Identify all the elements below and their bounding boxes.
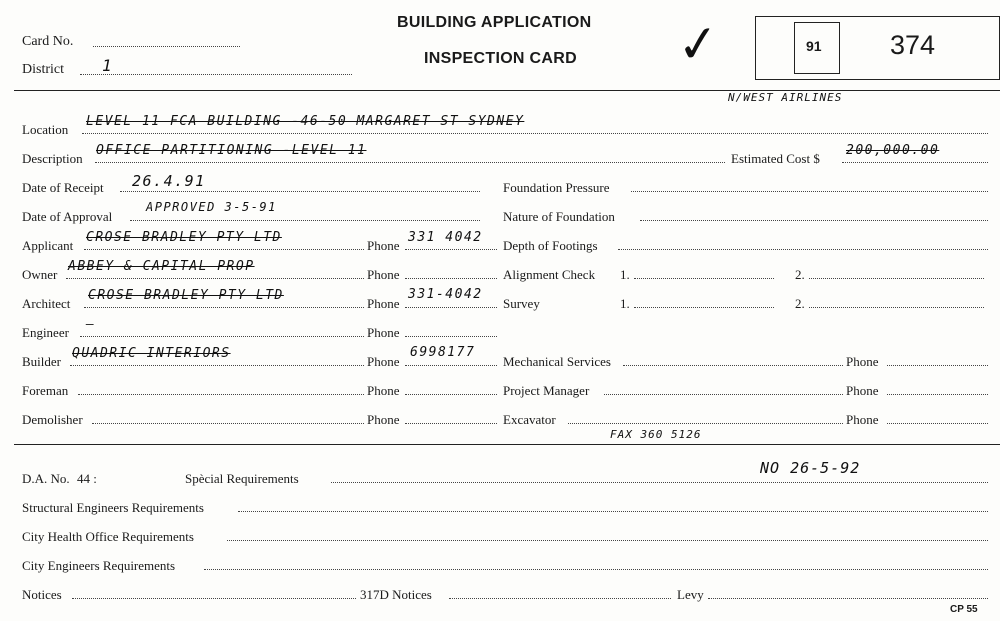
structural-engineers-field[interactable]	[238, 511, 988, 512]
builder-phone-value: 6998177	[410, 345, 476, 360]
da-no-value: 44 :	[77, 471, 97, 486]
alignment-check-num2: 2.	[795, 267, 805, 282]
excavator-label: Excavator	[503, 412, 556, 427]
engineer-phone-field[interactable]	[405, 336, 497, 337]
demolisher-phone-label: Phone	[367, 412, 400, 427]
mechanical-services-field[interactable]	[623, 365, 843, 366]
project-manager-field[interactable]	[604, 394, 843, 395]
engineer-value: —	[86, 317, 96, 332]
demolisher-phone-field[interactable]	[405, 423, 497, 424]
date-of-approval-value: APPROVED 3-5-91	[146, 200, 277, 214]
architect-phone-value: 331-4042	[408, 287, 483, 302]
description-label: Description	[22, 151, 83, 166]
fax-note: FAX 360 5126	[610, 428, 702, 441]
card-number: 374	[890, 30, 936, 60]
engineer-field[interactable]	[80, 336, 364, 337]
notices-label: Notices	[22, 587, 62, 602]
builder-phone-field[interactable]	[405, 365, 497, 366]
notices-317d-label: 317D Notices	[360, 587, 432, 602]
engineer-phone-label: Phone	[367, 325, 400, 340]
architect-field[interactable]	[84, 307, 364, 308]
district-field[interactable]	[80, 74, 352, 75]
builder-value: QUADRIC INTERIORS	[72, 346, 231, 361]
engineer-label: Engineer	[22, 325, 69, 340]
description-value: OFFICE PARTITIONING -LEVEL 11	[96, 143, 367, 158]
structural-engineers-label: Structural Engineers Requirements	[22, 500, 204, 515]
levy-field[interactable]	[708, 598, 988, 599]
survey-field-1[interactable]	[634, 307, 774, 308]
card-no-field[interactable]	[93, 46, 240, 47]
nature-of-foundation-label: Nature of Foundation	[503, 209, 615, 224]
survey-field-2[interactable]	[809, 307, 984, 308]
city-health-office-label: City Health Office Requirements	[22, 529, 194, 544]
demolisher-label: Demolisher	[22, 412, 83, 427]
survey-label: Survey	[503, 296, 540, 311]
card-no-label: Card No.	[22, 34, 74, 49]
excavator-field[interactable]	[568, 423, 843, 424]
owner-phone-label: Phone	[367, 267, 400, 282]
excavator-phone-field[interactable]	[887, 423, 988, 424]
project-manager-phone-field[interactable]	[887, 394, 988, 395]
date-of-receipt-label: Date of Receipt	[22, 180, 104, 195]
alignment-check-num1: 1.	[620, 267, 630, 282]
card-title-line2: INSPECTION CARD	[424, 50, 577, 67]
architect-phone-field[interactable]	[405, 307, 497, 308]
location-value: LEVEL 11 FCA BUILDING -46-50 MARGARET ST SYDNEY	[86, 114, 525, 129]
mechanical-services-phone-label: Phone	[846, 354, 879, 369]
district-label: District	[22, 62, 64, 77]
section-divider	[14, 444, 1000, 445]
special-requirements-label: Spècial Requirements	[185, 471, 299, 486]
foundation-pressure-label: Foundation Pressure	[503, 180, 610, 195]
owner-field[interactable]	[66, 278, 364, 279]
city-health-office-field[interactable]	[227, 540, 988, 541]
builder-field[interactable]	[70, 365, 364, 366]
notices-317d-field[interactable]	[449, 598, 671, 599]
survey-num1: 1.	[620, 296, 630, 311]
applicant-value: CROSE BRADLEY PTY LTD	[86, 230, 282, 245]
depth-of-footings-field[interactable]	[618, 249, 988, 250]
foreman-label: Foreman	[22, 383, 69, 398]
card-number-box	[755, 16, 1000, 80]
location-label: Location	[22, 122, 69, 137]
architect-value: CROSE BRADLEY PTY LTD	[88, 288, 284, 303]
owner-value: ABBEY & CAPITAL PROP	[68, 259, 255, 274]
applicant-label: Applicant	[22, 238, 74, 253]
depth-of-footings-label: Depth of Footings	[503, 238, 598, 253]
estimated-cost-value: 200,000.00	[846, 143, 940, 158]
special-requirements-field[interactable]	[331, 482, 988, 483]
date-of-approval-field[interactable]	[130, 220, 480, 221]
architect-phone-label: Phone	[367, 296, 400, 311]
district-value: 1	[102, 56, 114, 75]
survey-num2: 2.	[795, 296, 805, 311]
foreman-phone-field[interactable]	[405, 394, 497, 395]
builder-phone-label: Phone	[367, 354, 400, 369]
applicant-phone-label: Phone	[367, 238, 400, 253]
form-code: CP 55	[950, 604, 978, 615]
excavator-phone-label: Phone	[846, 412, 879, 427]
owner-phone-field[interactable]	[405, 278, 497, 279]
mechanical-services-phone-field[interactable]	[887, 365, 988, 366]
project-manager-label: Project Manager	[503, 383, 590, 398]
applicant-field[interactable]	[84, 249, 364, 250]
date-of-receipt-value: 26.4.91	[132, 172, 206, 190]
owner-label: Owner	[22, 267, 58, 282]
tenant-note: N/WEST AIRLINES	[728, 91, 843, 104]
foreman-field[interactable]	[78, 394, 364, 395]
checkmark-icon: ✓	[676, 6, 720, 78]
no-date-note: NO 26-5-92	[760, 459, 861, 477]
city-engineers-label: City Engineers Requirements	[22, 558, 176, 573]
nature-of-foundation-field[interactable]	[640, 220, 988, 221]
card-title-line1: BUILDING APPLICATION	[397, 14, 592, 31]
header-divider	[14, 90, 1000, 91]
mechanical-services-label: Mechanical Services	[503, 354, 611, 369]
levy-label: Levy	[677, 587, 704, 602]
notices-field[interactable]	[72, 598, 356, 599]
date-of-receipt-field[interactable]	[120, 191, 480, 192]
alignment-check-label: Alignment Check	[503, 267, 596, 282]
card-number-prefix: 91	[806, 38, 822, 54]
alignment-check-field-2[interactable]	[809, 278, 984, 279]
estimated-cost-field[interactable]	[842, 162, 988, 163]
applicant-phone-field[interactable]	[405, 249, 497, 250]
location-field[interactable]	[82, 133, 988, 134]
architect-label: Architect	[22, 296, 71, 311]
applicant-phone-value: 331 4042	[408, 230, 483, 245]
project-manager-phone-label: Phone	[846, 383, 879, 398]
alignment-check-field-1[interactable]	[634, 278, 774, 279]
foreman-phone-label: Phone	[367, 383, 400, 398]
description-field[interactable]	[95, 162, 725, 163]
foundation-pressure-field[interactable]	[631, 191, 988, 192]
builder-label: Builder	[22, 354, 61, 369]
date-of-approval-label: Date of Approval	[22, 209, 113, 224]
estimated-cost-label: Estimated Cost $	[731, 151, 820, 166]
demolisher-field[interactable]	[92, 423, 364, 424]
city-engineers-field[interactable]	[204, 569, 988, 570]
da-no-label: D.A. No.	[22, 471, 70, 486]
